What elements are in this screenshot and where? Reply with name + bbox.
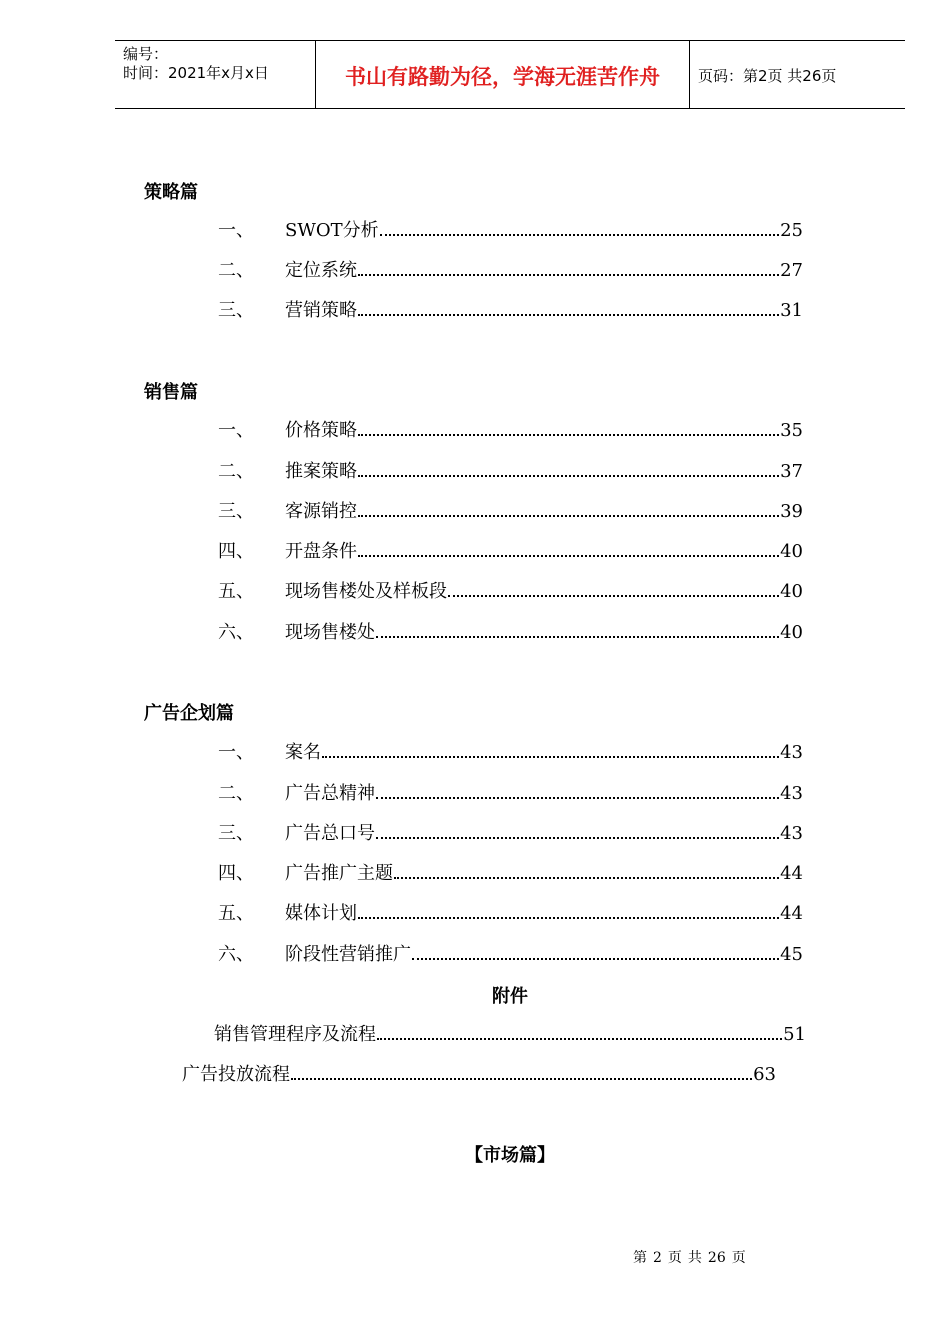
toc-row[interactable]: [218, 738, 803, 762]
toc-item-title: 广告推广主题: [285, 863, 393, 884]
toc-item-page: 31: [780, 300, 803, 321]
toc-item-page: 43: [780, 742, 803, 763]
dot-leader: [376, 636, 779, 638]
dot-leader: [322, 756, 779, 758]
toc-row[interactable]: [218, 859, 803, 883]
appendix-item-page: 51: [783, 1024, 806, 1045]
toc-row[interactable]: [218, 416, 803, 440]
dot-leader: [377, 1038, 782, 1040]
dot-leader: [358, 515, 779, 517]
toc-item-page: 43: [780, 823, 803, 844]
toc-item-number: 四、: [218, 863, 254, 884]
toc-item-title: 开盘条件: [285, 541, 357, 562]
toc-row[interactable]: [218, 256, 803, 280]
header-page-cell: [690, 41, 905, 108]
dot-leader: [358, 475, 779, 477]
toc-item-page: 35: [780, 420, 803, 441]
toc-item-page: 27: [780, 260, 803, 281]
toc-row[interactable]: [218, 899, 803, 923]
dot-leader: [376, 837, 779, 839]
toc-item-page: 25: [780, 220, 803, 241]
toc-item-number: 一、: [218, 742, 254, 763]
next-section-heading: 【市场篇】: [465, 1145, 555, 1166]
toc-row[interactable]: [218, 779, 803, 803]
toc-item-title: 案名: [285, 742, 321, 763]
toc-item-number: 六、: [218, 944, 254, 965]
appendix-row[interactable]: [214, 1020, 806, 1044]
toc-item-title: 阶段性营销推广: [285, 944, 411, 965]
appendix-item-title: 销售管理程序及流程: [214, 1024, 376, 1045]
toc-item-number: 二、: [218, 461, 254, 482]
motto: 书山有路勤为径，学海无涯苦作舟: [345, 65, 660, 89]
toc-item-title: 广告总精神: [285, 783, 375, 804]
footer-gong: 共: [687, 1250, 702, 1266]
dot-leader: [358, 555, 779, 557]
toc-item-number: 五、: [218, 903, 254, 924]
appendix-title: 附件: [492, 986, 528, 1007]
dot-leader: [448, 595, 779, 597]
footer-di: 第: [633, 1250, 647, 1266]
page-header: [115, 40, 905, 109]
dot-leader: [394, 877, 779, 879]
dot-leader: [358, 274, 779, 276]
header-motto-cell: [316, 41, 690, 108]
header-meta-cell: [115, 41, 316, 108]
toc-item-page: 40: [780, 622, 803, 643]
toc-item-number: 二、: [218, 260, 254, 281]
footer-page-number: 2: [653, 1250, 662, 1266]
toc-row[interactable]: [218, 497, 803, 521]
dot-leader: [376, 797, 779, 799]
toc-item-title: 客源销控: [285, 501, 357, 522]
toc-row[interactable]: [218, 940, 803, 964]
section-title-advertising: 广告企划篇: [144, 703, 234, 724]
appendix-row[interactable]: [182, 1060, 776, 1084]
toc-item-number: 六、: [218, 622, 254, 643]
toc-item-title: 营销策略: [285, 300, 357, 321]
toc-item-title: 现场售楼处及样板段: [285, 581, 447, 602]
toc-row[interactable]: [218, 457, 803, 481]
footer-total-pages: 26: [707, 1250, 726, 1266]
toc-item-number: 五、: [218, 581, 254, 602]
dot-leader: [380, 234, 779, 236]
toc-item-title: 现场售楼处: [285, 622, 375, 643]
toc-row[interactable]: [218, 618, 803, 642]
appendix-item-title: 广告投放流程: [182, 1064, 290, 1085]
toc-item-title: 媒体计划: [285, 903, 357, 924]
dot-leader: [358, 917, 779, 919]
toc-item-number: 一、: [218, 220, 254, 241]
dot-leader: [412, 958, 779, 960]
toc-item-number: 三、: [218, 823, 254, 844]
section-title-sales: 销售篇: [144, 382, 198, 403]
toc-item-title: 定位系统: [285, 260, 357, 281]
toc-row[interactable]: [218, 537, 803, 561]
page-footer: [633, 1247, 752, 1267]
toc-item-title: 推案策略: [285, 461, 357, 482]
toc-item-title: 广告总口号: [285, 823, 375, 844]
time-label: 时间：2021年x月x日: [123, 64, 269, 82]
number-label: 编号：: [123, 45, 169, 63]
toc-item-page: 44: [780, 903, 803, 924]
dot-leader: [291, 1078, 752, 1080]
toc-item-page: 44: [780, 863, 803, 884]
appendix-item-page: 63: [753, 1064, 776, 1085]
toc-row[interactable]: [218, 577, 803, 601]
toc-item-number: 一、: [218, 420, 254, 441]
dot-leader: [358, 434, 779, 436]
page-indicator: 页码：第2页 共26页: [698, 67, 837, 85]
toc-item-page: 39: [780, 501, 803, 522]
toc-item-title: SWOT分析: [285, 220, 379, 241]
toc-item-page: 43: [780, 783, 803, 804]
footer-ye: 页: [667, 1250, 682, 1266]
toc-item-number: 三、: [218, 501, 254, 522]
toc-item-number: 三、: [218, 300, 254, 321]
toc-row[interactable]: [218, 296, 803, 320]
toc-item-page: 45: [780, 944, 803, 965]
toc-item-page: 40: [780, 581, 803, 602]
toc-item-title: 价格策略: [285, 420, 357, 441]
toc-row[interactable]: [218, 216, 803, 240]
toc-item-page: 40: [780, 541, 803, 562]
toc-item-number: 二、: [218, 783, 254, 804]
dot-leader: [358, 314, 779, 316]
toc-item-number: 四、: [218, 541, 254, 562]
section-title-strategy: 策略篇: [144, 182, 198, 203]
toc-row[interactable]: [218, 819, 803, 843]
toc-item-page: 37: [780, 461, 803, 482]
footer-ye2: 页: [731, 1250, 746, 1266]
